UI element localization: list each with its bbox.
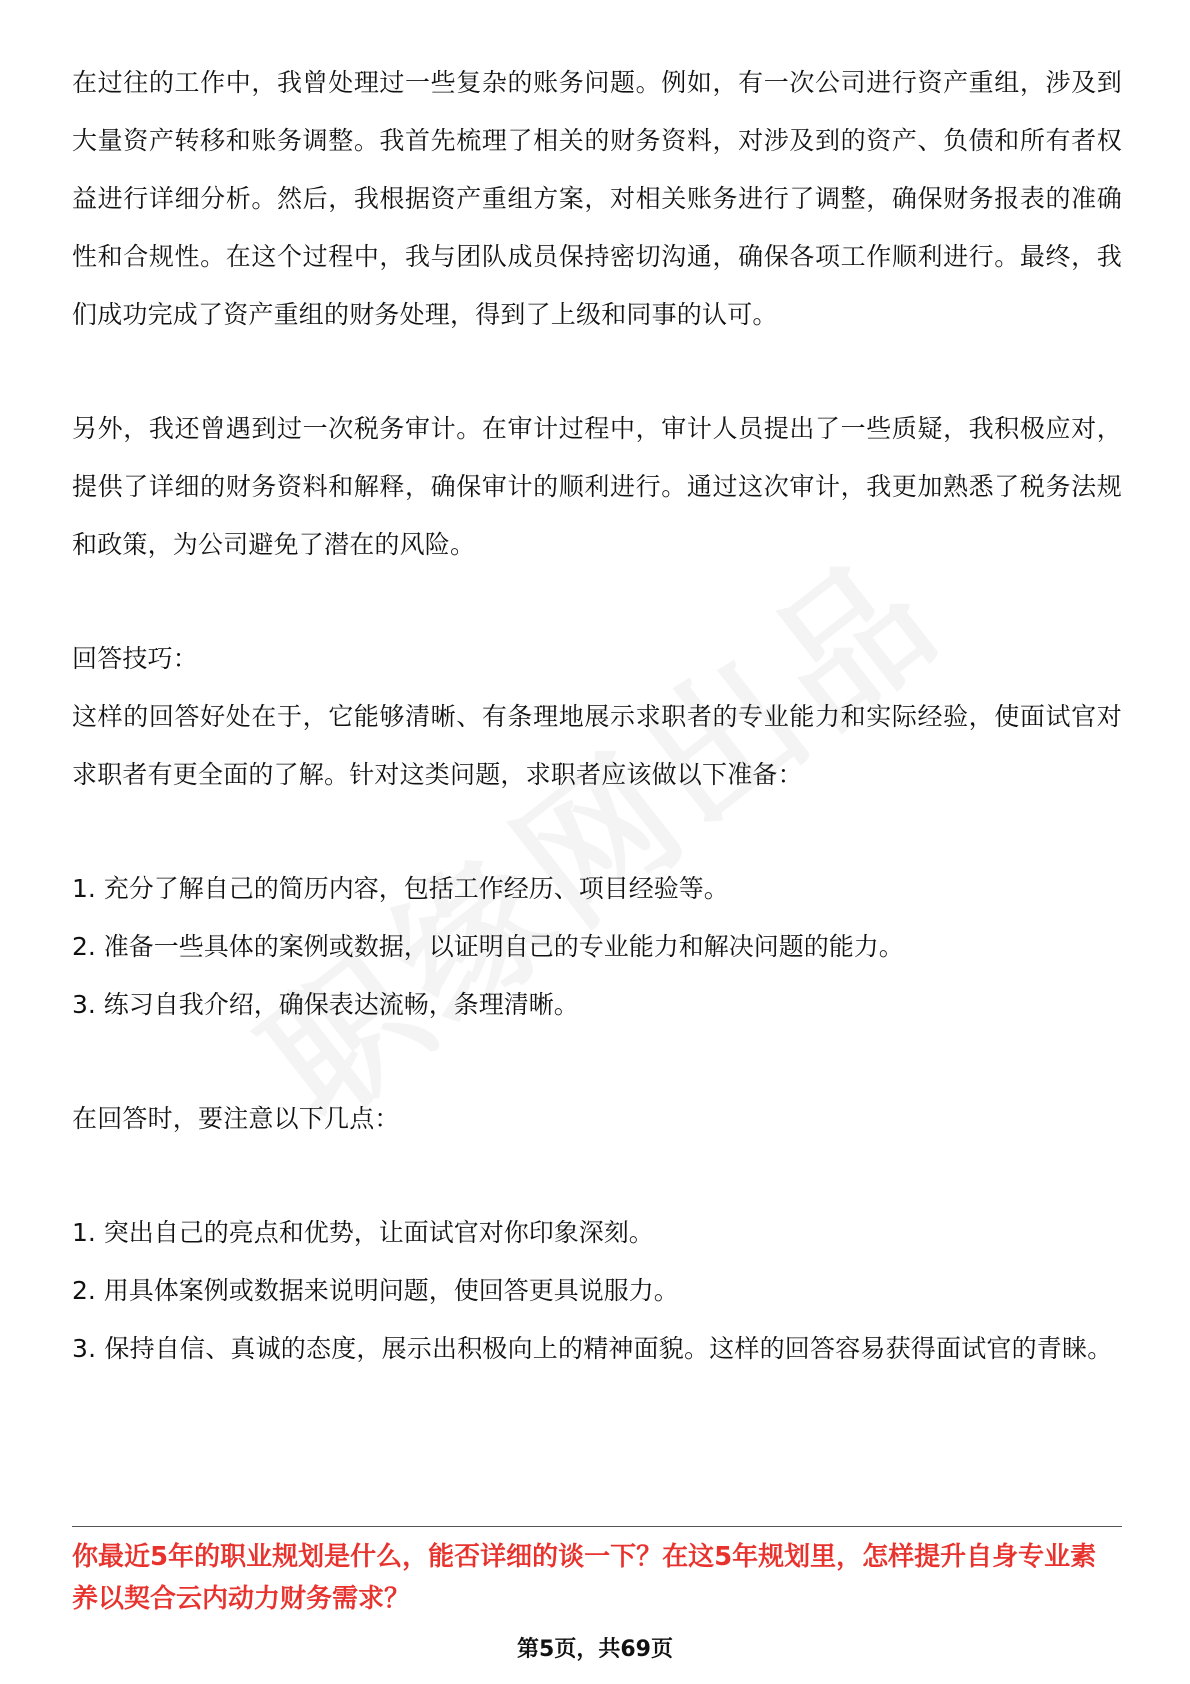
tips-intro: 这样的回答好处在于，它能够清晰、有条理地展示求职者的专业能力和实际经验，使面试官对求职者有更全面的了解。针对这类问题，求职者应该做以下准备： (72, 702, 1122, 789)
page-content (72, 54, 1122, 1378)
page-number: 第5页，共69页 (517, 1637, 673, 1662)
list-item: 3. 保持自信、真诚的态度，展示出积极向上的精神面貌。这样的回答容易获得面试官的青睐。 (72, 1334, 1113, 1363)
notes-heading: 在回答时，要注意以下几点： (72, 1104, 400, 1133)
list-item: 3. 练习自我介绍，确保表达流畅，条理清晰。 (72, 990, 579, 1019)
paragraph-spacer (72, 804, 1122, 860)
prep-list (72, 860, 1122, 1034)
list-item: 1. 突出自己的亮点和优势，让面试官对你印象深刻。 (72, 1218, 654, 1247)
list-item: 2. 用具体案例或数据来说明问题，使回答更具说服力。 (72, 1276, 679, 1305)
tips-heading: 回答技巧： (72, 644, 199, 673)
section-divider (72, 1526, 1122, 1527)
list-item: 1. 充分了解自己的简历内容，包括工作经历、项目经验等。 (72, 874, 729, 903)
paragraph-spacer (72, 574, 1122, 630)
paragraph-spacer (72, 1148, 1122, 1204)
paragraph-spacer (72, 344, 1122, 400)
next-question-title: 你最近5年的职业规划是什么，能否详细的谈一下？在这5年规划里，怎样提升自身专业素养以契合云内动力财务需求？ (72, 1542, 1097, 1614)
notes-list (72, 1204, 1122, 1378)
paragraph-tax-audit: 另外，我还曾遇到过一次税务审计。在审计过程中，审计人员提出了一些质疑，我积极应对，提供了详细的财务资料和解释，确保审计的顺利进行。通过这次审计，我更加熟悉了税务法规和政策，为公司避免了潜在的风险。 (72, 414, 1122, 559)
list-item: 2. 准备一些具体的案例或数据，以证明自己的专业能力和解决问题的能力。 (72, 932, 904, 961)
paragraph-asset-restructuring: 在过往的工作中，我曾处理过一些复杂的账务问题。例如，有一次公司进行资产重组，涉及到大量资产转移和账务调整。我首先梳理了相关的财务资料，对涉及到的资产、负债和所有者权益进行详细分析。然后，我根据资产重组方案，对相关账务进行了调整，确保财务报表的准确性和合规性。在这个过程中，我与团队成员保持密切沟通，确保各项工作顺利进行。最终，我们成功完成了资产重组的财务处理，得到了上级和同事的认可。 (72, 68, 1122, 329)
paragraph-spacer (72, 1034, 1122, 1090)
